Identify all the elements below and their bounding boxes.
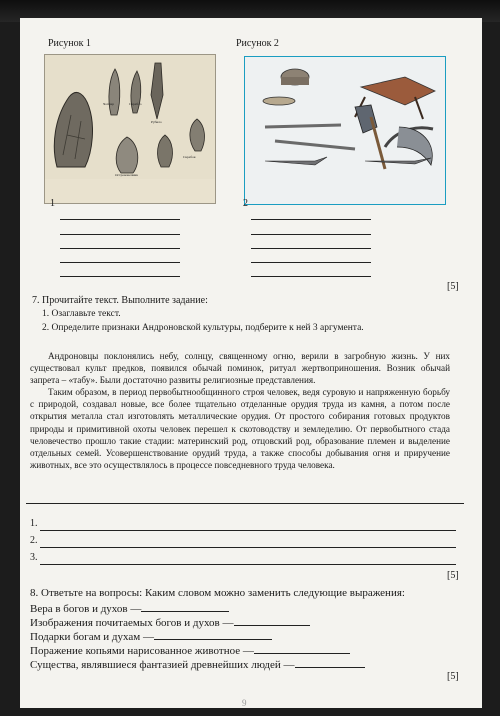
fig2-answer-line[interactable]: [251, 248, 371, 249]
figure-2-label: Рисунок 2: [236, 38, 279, 49]
fig1-answer-line[interactable]: [60, 234, 180, 235]
question-8-row: [30, 629, 272, 643]
question-8-answer-line[interactable]: [295, 657, 365, 668]
fig2-answer-line[interactable]: [251, 262, 371, 263]
question-8-prompt: Вера в богов и духов —: [30, 603, 142, 615]
reading-paragraph-1: Андроновцы поклонялись небу, солнцу, священному огню, верили в загробную жизнь. У них существовал культ предков, появился обычай поминок, ритуал жертвоприношения. Возник обычай запрета – «табу». Были достаточно развиты религиозные представления.: [30, 351, 450, 386]
question-7-title: 7. Прочитайте текст. Выполните задание:: [32, 295, 208, 306]
fig1-answer-line[interactable]: [60, 219, 180, 220]
argument-answer-line[interactable]: [40, 547, 456, 548]
caption-end-scraper: Скребок: [183, 155, 196, 159]
figure-1-stone-tools-image: [44, 54, 216, 204]
question-8-prompt: Подарки богам и духам —: [30, 631, 154, 643]
figure-2-metal-tools-image: [244, 56, 446, 205]
argument-number: 2.: [30, 535, 38, 546]
argument-number: 1.: [30, 518, 38, 529]
caption-chopper: Чоппер: [103, 102, 115, 106]
argument-answer-line[interactable]: [40, 564, 456, 565]
score-mark: [5]: [447, 570, 459, 581]
score-mark: [5]: [447, 281, 459, 292]
caption-scraper: Скребло: [129, 102, 142, 106]
fig1-answer-line[interactable]: [60, 248, 180, 249]
question-8-prompt: Изображения почитаемых богов и духов —: [30, 617, 234, 629]
reading-paragraph-2: Таким образом, в период первобытнообщинного строя человек, ведя суровую и напряженную борьбу с природой, создавал новые, все более тщательно отделанные орудия труда из камня, а потом после открытия металла стал изготовлять металлические орудия. От простого собирания готовых продуктов природы и примитивной охоты человек перешел к скотоводству и земледелию. От первобытного стада человечество прошло такие стадии: материнский род, отцовский род, образование племен и выделение отдельных семей. Усовершенствование орудий труда, а также способы добывания огня и приручение животных, все это осуществлялось в процессе повседневного труда человека.: [30, 387, 450, 470]
fig2-answer-line[interactable]: [251, 234, 371, 235]
question-8-prompt: Существа, являвшиеся фантазией древнейших людей —: [30, 659, 295, 671]
question-8-row: [30, 601, 229, 615]
caption-point: Остроконечник: [115, 173, 138, 177]
argument-answer-line[interactable]: [40, 530, 456, 531]
question-8-answer-line[interactable]: [254, 643, 350, 654]
question-8-row: [30, 615, 310, 629]
caption-hand-axe: Рубило: [151, 120, 162, 124]
question-7-item: 1. Озаглавьте текст.: [42, 309, 121, 319]
figure-1-label: Рисунок 1: [48, 38, 91, 49]
argument-number: 3.: [30, 552, 38, 563]
question-7-item: 2. Определите признаки Андроновской культуры, подберите к ней 3 аргумента.: [42, 323, 364, 333]
figure-1-answer-number: 1: [50, 198, 55, 209]
question-8-row: [30, 657, 365, 671]
question-8-answer-line[interactable]: [234, 615, 310, 626]
question-8-answer-line[interactable]: [141, 601, 229, 612]
fig1-answer-line[interactable]: [60, 276, 180, 277]
title-answer-line[interactable]: [26, 503, 464, 504]
fig1-answer-line[interactable]: [60, 262, 180, 263]
question-8-prompt: Поражение копьями нарисованное животное —: [30, 645, 254, 657]
score-mark: [5]: [447, 671, 459, 682]
question-8-row: [30, 643, 350, 657]
question-8-answer-line[interactable]: [154, 629, 272, 640]
question-8-title: 8. Ответьте на вопросы: Каким словом можно заменить следующие выражения:: [30, 587, 405, 599]
reading-text: [30, 350, 450, 471]
fig2-answer-line[interactable]: [251, 219, 371, 220]
page-number: 9: [242, 698, 247, 708]
fig2-answer-line[interactable]: [251, 276, 371, 277]
figure-2-answer-number: 2: [243, 198, 248, 209]
